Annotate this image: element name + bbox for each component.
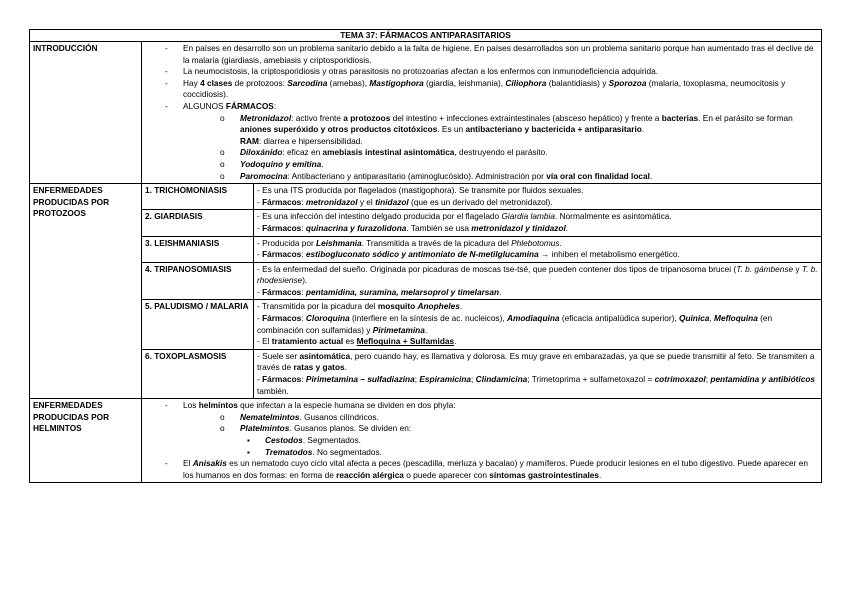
intro-item: - Hay 4 clases de protozoos: Sarcodina (amebas), Mastigophora (giardia, leishmania), Ciliophora (balantidiasis) y Sporozoa (malaria, toxoplasma, neumocitosis y coccidiosis). xyxy=(145,78,818,101)
disease-line: - Transmitida por la picadura del mosquito Anopheles. xyxy=(257,301,463,312)
helmintos-label: ENFERMEDADES PRODUCIDAS POR HELMINTOS xyxy=(30,399,142,483)
protozoo-row xyxy=(30,262,822,300)
class-item: ▪ Trematodos. No segmentados. xyxy=(183,447,818,459)
intro-content xyxy=(142,42,822,184)
disease-line: - Fármacos: Cloroquina (interfiere en la síntesis de ac. nucleicos), Amodiaquina (eficacia antipalúdica superior), Quinica, Mefloquina (en combinación con sulfamidas) y Pirimetamina. xyxy=(257,313,773,335)
disease-name: 5. PALUDISMO / MALARIA xyxy=(142,300,254,349)
disease-line: - Fármacos: metronidazol y el tinidazol (que es un derivado del metronidazol). xyxy=(257,196,553,207)
disease-name: 1. TRICHOMONIASIS xyxy=(142,184,254,210)
disease-line: - Suele ser asintomática, pero cuando hay, es llamativa y dolorosa. Es muy grave en embarazadas, ya que se puede transmitir al feto. Se transmiten a través de ratas y gatos. xyxy=(257,350,815,373)
document-page xyxy=(29,29,821,483)
intro-row xyxy=(30,42,822,184)
drug-item: o Diloxánido: eficaz en amebiasis intestinal asintomática, destruyendo el parásito. xyxy=(183,147,818,159)
disease-content xyxy=(254,236,822,262)
drug-item: o Metronidazol: activo frente a protozoos del intestino + infecciones extraintestinales (absceso hepático) y frente a bacterias. En el parásito se forman aniones superóxido y otros productos citotóxicos. Es un antibacteriano y bactericida + antiparasitario. RAM: diarrea e hipersensibilidad. xyxy=(183,113,818,148)
disease-line: - Es la enfermedad del sueño. Originada por picaduras de moscas tse-tsé, que pueden contener dos tipos de tripanosoma brucei (T. b. gámbense y T. b. rhodesiense). xyxy=(257,263,818,286)
disease-name: 3. LEISHMANIASIS xyxy=(142,236,254,262)
intro-item: - En países en desarrollo son un problema sanitario debido a la falta de higiene. En países desarrollados son un problema sanitario porque han aumentado tras el declive de la malaria (giardiasis, amebiasis y criptosporidiosis. xyxy=(145,43,818,66)
intro-item: - La neumocistosis, la criptosporidiosis y otras parasitosis no protozoarias afectan a los enfermos con inmunodeficiencia adquirida. xyxy=(145,66,818,78)
disease-content xyxy=(254,349,822,398)
disease-line: - Fármacos: Pirimetamina – sulfadiazina; Espiramicina; Clindamicina; Trimetoprima + sulfametoxazol = cotrimoxazol; pentamidina y antibióticos también. xyxy=(257,374,816,396)
disease-line: - Fármacos: pentamidina, suramina, melarsoprol y timelarsan. xyxy=(257,286,502,297)
disease-content xyxy=(254,262,822,300)
page-title: TEMA 37: FÁRMACOS ANTIPARASITARIOS xyxy=(30,30,822,42)
drug-item: o Paromocina: Antibacteriano y antiparasitario (aminoglucósido). Administración por vía oral con finalidad local. xyxy=(183,171,818,183)
helmintos-item: - Los helmintos que infectan a la especie humana se dividen en dos phyla: o Nematelmintos. Gusanos cilíndricos. o Platelmintos. Gusanos planos. Se dividen en: ▪ Cestodos. Segmentados. ▪ Trematodos. No segmentados. xyxy=(145,400,818,458)
drug-item: o Yodoquino y emitina. xyxy=(183,159,818,171)
phylum-item: o Nematelmintos. Gusanos cilíndricos. xyxy=(183,412,818,424)
helmintos-row xyxy=(30,399,822,483)
protozoo-row xyxy=(30,349,822,398)
disease-content xyxy=(254,184,822,210)
protozoo-row xyxy=(30,300,822,349)
disease-line: - Fármacos: quinacrina y furazolidona. También se usa metronidazol y tinidazol. xyxy=(257,222,569,233)
disease-content xyxy=(254,300,822,349)
protozoos-label: ENFERMEDADES PRODUCIDAS POR PROTOZOOS xyxy=(30,184,142,399)
protozoo-row xyxy=(30,210,822,236)
disease-line: - Es una ITS producida por flagelados (mastigophora). Se transmite por fluidos sexuales. xyxy=(257,185,584,196)
disease-line: - Es una infección del intestino delgado producida por el flagelado Giardia lambia. Normalmente es asintomática. xyxy=(257,211,672,222)
title-row xyxy=(30,30,822,42)
content-table xyxy=(29,29,822,483)
intro-label: INTRODUCCIÓN xyxy=(30,42,142,184)
disease-content xyxy=(254,210,822,236)
phylum-item: o Platelmintos. Gusanos planos. Se dividen en: ▪ Cestodos. Segmentados. ▪ Trematodos. No segmentados. xyxy=(183,423,818,458)
intro-item: - ALGUNOS FÁRMACOS: o Metronidazol: activo frente a protozoos del intestino + infecciones extraintestinales (absceso hepático) y frente a bacterias. En el parásito se forman aniones superóxido y otros productos citotóxicos. Es un antibacteriano y bactericida + antiparasitario. RAM: diarrea e hipersensibilidad. o Diloxánido: eficaz en amebiasis intestinal asintomática, destruyendo el parásito. o Yodoquino y emitina. o Paromocina: Antibacteriano y antiparasitario (aminoglucósido). Administración por vía oral con finalidad local. xyxy=(145,101,818,182)
protozoo-row xyxy=(30,184,822,210)
disease-name: 6. TOXOPLASMOSIS xyxy=(142,349,254,398)
disease-name: 2. GIARDIASIS xyxy=(142,210,254,236)
class-item: ▪ Cestodos. Segmentados. xyxy=(183,435,818,447)
disease-line: - El tratamiento actual es Mefloquina + Sulfamidas. xyxy=(257,336,457,347)
disease-line: - Producida por Leishmania. Transmitida a través de la picadura del Phlebotomus. xyxy=(257,237,562,248)
helmintos-item: - El Anisakis es un nematodo cuyo ciclo vital afecta a peces (pescadilla, merluza y bacalao) y mamíferos. Puede producir lesiones en el tubo digestivo. Puede aparecer en los humanos en dos formas: en forma de reacción alérgica o puede aparecer con síntomas gastrointestinales. xyxy=(145,458,818,481)
disease-line: - Fármacos: estibogluconato sódico y antimoniato de N-metilglucamina → inhiben el metabolismo energético. xyxy=(257,249,680,260)
disease-name: 4. TRIPANOSOMIASIS xyxy=(142,262,254,300)
helmintos-content xyxy=(142,399,822,483)
protozoo-row xyxy=(30,236,822,262)
